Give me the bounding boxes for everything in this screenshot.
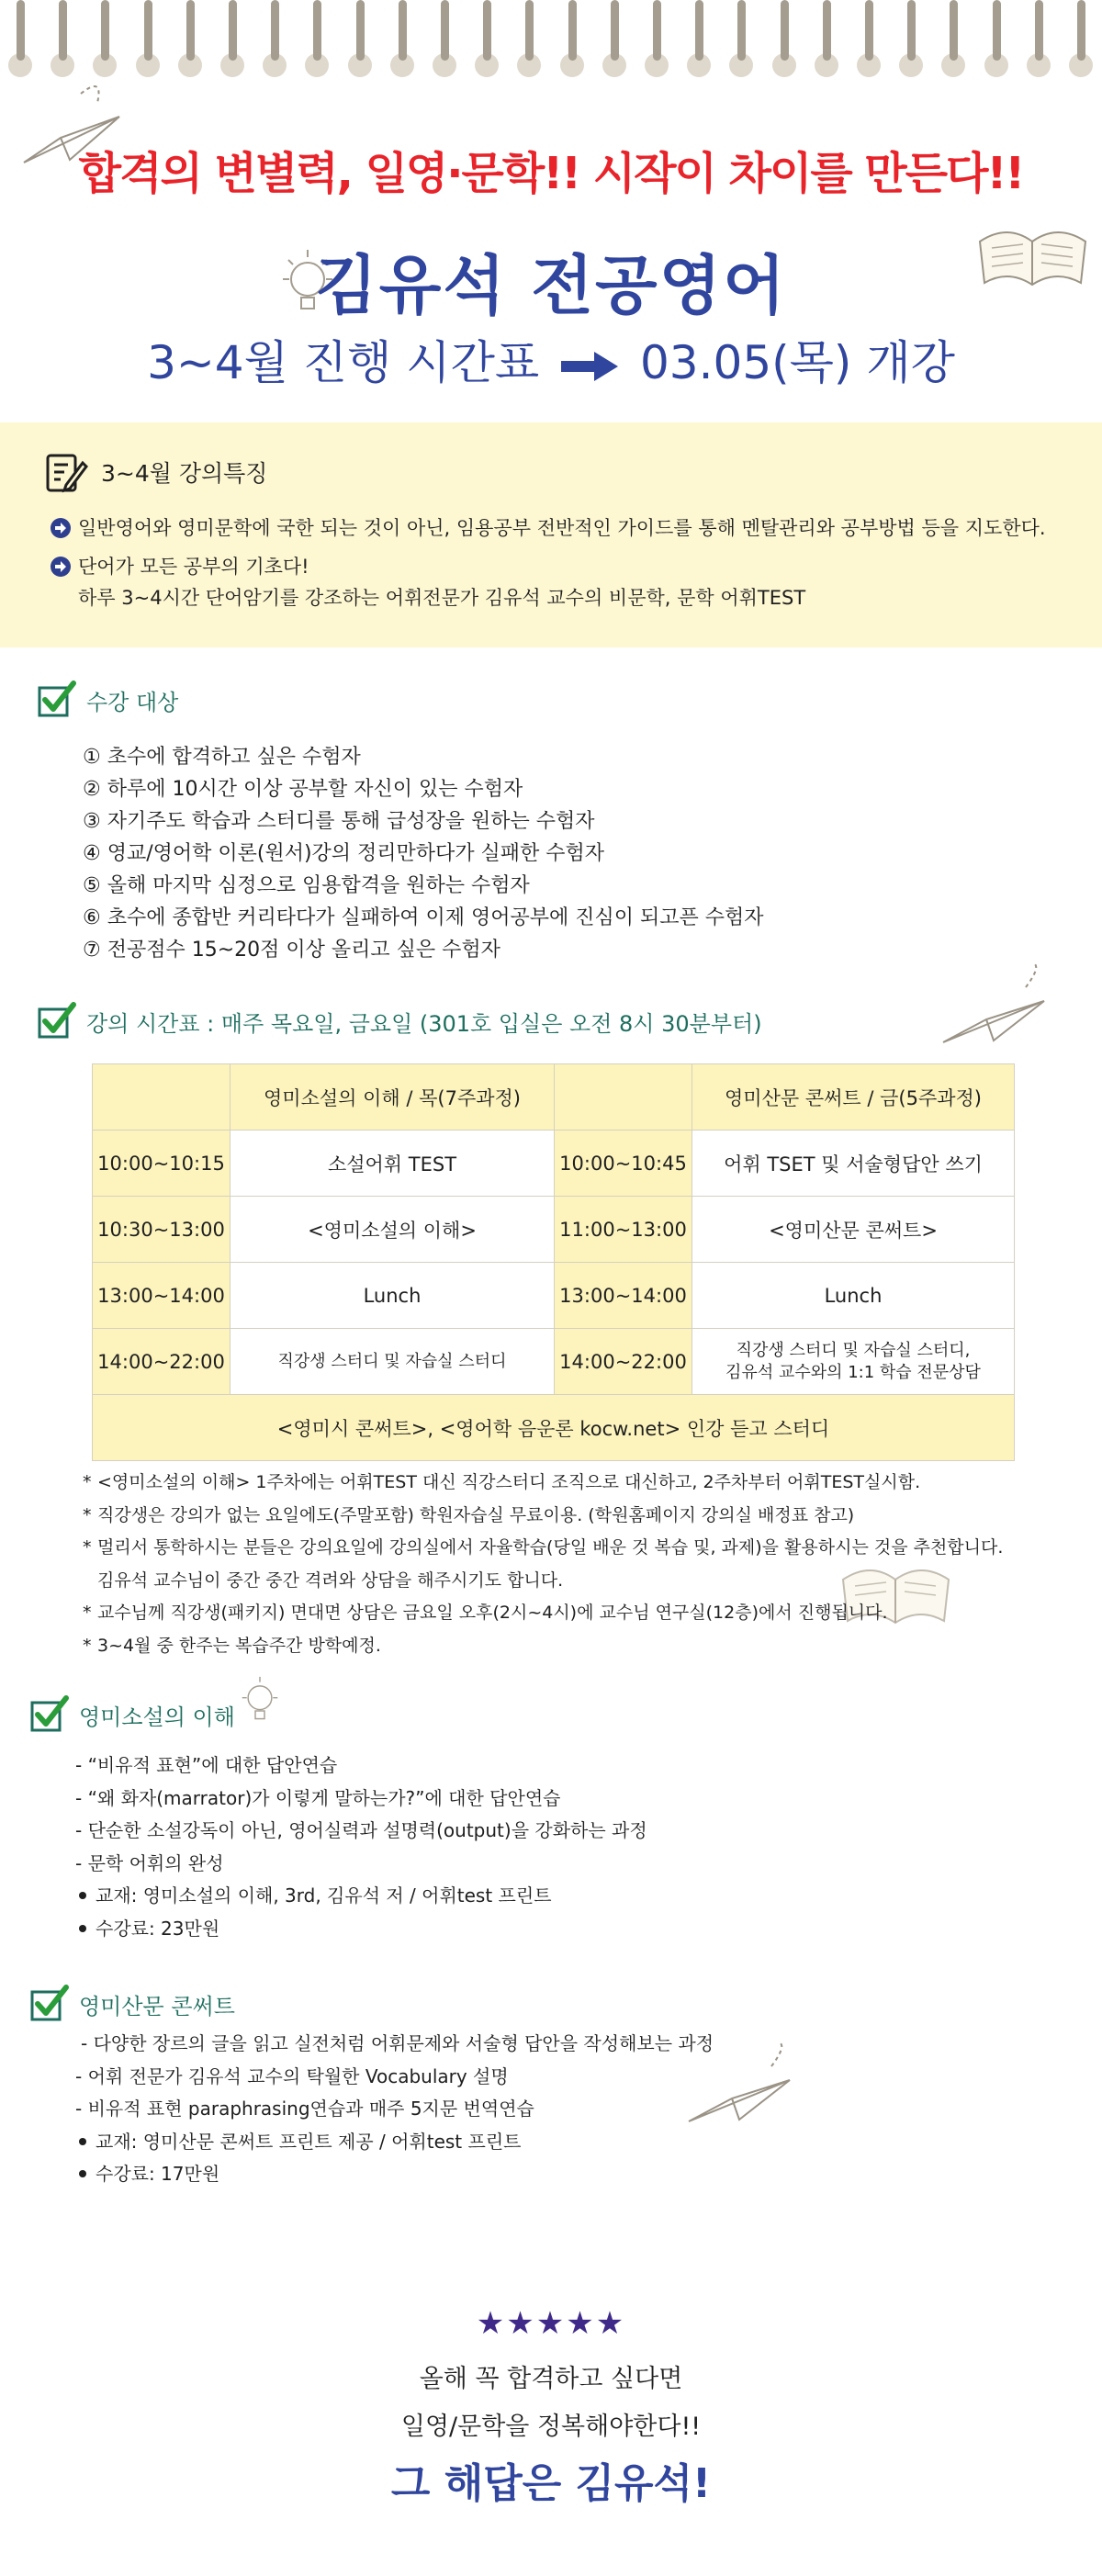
list-item: - 문학 어휘의 완성: [75, 1851, 224, 1874]
bullet-icon: [79, 1925, 86, 1932]
list-item: ③ 자기주도 학습과 스터디를 통해 급성장을 원하는 수험자: [83, 810, 595, 833]
subtitle-opening-date: 03.05(목) 개강: [639, 336, 955, 389]
subtitle: [0, 326, 1102, 392]
table-row: [93, 1131, 1015, 1197]
list-item: - 어휘 전문가 김유석 교수의 탁월한 Vocabulary 설명: [75, 2064, 509, 2087]
time-cell: 14:00~22:00: [555, 1329, 692, 1395]
time-cell: 11:00~13:00: [555, 1197, 692, 1263]
table-footer-cell: <영미시 콘써트>, <영어학 음운론 kocw.net> 인강 듣고 스터디: [93, 1395, 1015, 1461]
checkbox-checked-icon: [37, 680, 77, 720]
feature-item-1: 일반영어와 영미문학에 국한 되는 것이 아닌, 임용공부 전반적인 가이드를 통해 멘탈관리와 공부방법 등을 지도한다.: [51, 514, 1046, 542]
list-item: ① 초수에 합격하고 싶은 수험자: [83, 746, 361, 769]
note-item: * 3~4월 중 한주는 복습주간 방학예정.: [83, 1635, 381, 1656]
feature-heading: [44, 450, 267, 494]
section-heading-novel: 영미소설의 이해: [29, 1694, 235, 1735]
subtitle-schedule: 3~4월 진행 시간표: [147, 336, 540, 389]
bullet-icon: [79, 2138, 86, 2145]
list-item: - “비유적 표현”에 대한 답안연습: [75, 1754, 338, 1776]
lightbulb-icon: [237, 1673, 283, 1730]
paper-plane-icon: [939, 960, 1049, 1052]
feature-heading-text: 3~4월 강의특징: [101, 460, 268, 487]
activity-cell: 직강생 스터디 및 자습실 스터디: [231, 1329, 555, 1395]
time-cell: 10:30~13:00: [93, 1197, 231, 1263]
table-row: [93, 1263, 1015, 1329]
activity-cell: 소설어휘 TEST: [231, 1131, 555, 1197]
time-cell: 13:00~14:00: [93, 1263, 231, 1329]
table-row: [93, 1329, 1015, 1395]
feature-item-2-detail: 하루 3~4시간 단어암기를 강조하는 어휘전문가 김유석 교수의 비문학, 문학 어휘TEST: [78, 587, 806, 609]
list-item: ④ 영교/영어학 이론(원서)강의 정리만하다가 실패한 수험자: [83, 842, 605, 865]
note-item: * 멀리서 통학하시는 분들은 강의요일에 강의실에서 자율학습(당일 배운 것 복습 및, 과제)을 활용하시는 것을 추천합니다.: [83, 1537, 1004, 1558]
table-header-cell: [555, 1064, 692, 1131]
section-heading-schedule: 강의 시간표 : 매주 목요일, 금요일 (301호 입실은 오전 8시 30분부터): [37, 1001, 762, 1041]
list-item: - 단순한 소설강독이 아닌, 영어실력과 설명력(output)을 강화하는 과정: [75, 1819, 647, 1841]
list-item: 교재: 영미산문 콘써트 프린트 제공 / 어휘test 프린트: [75, 2126, 714, 2159]
list-item: ② 하루에 10시간 이상 공부할 자신이 있는 수험자: [83, 778, 523, 801]
note-item: * 교수님께 직강생(패키지) 면대면 상담은 금요일 오후(2시~4시)에 교수님 연구실(12층)에서 진행됩니다.: [83, 1603, 888, 1623]
activity-cell: <영미산문 콘써트>: [692, 1197, 1015, 1263]
time-cell: 14:00~22:00: [93, 1329, 231, 1395]
checkbox-checked-icon: [29, 1694, 70, 1735]
prose-details: [75, 2028, 714, 2191]
list-item: - 다양한 장르의 글을 읽고 실전처럼 어휘문제와 서술형 답안을 작성해보는 과정: [81, 2032, 714, 2054]
closing-tagline: 그 해답은 김유석!: [390, 2460, 712, 2507]
table-header-row: [93, 1064, 1015, 1131]
bullet-icon: [79, 2170, 86, 2177]
arrow-right-icon: [557, 348, 622, 385]
novel-details: [75, 1749, 647, 1945]
section-heading-prose: 영미산문 콘써트: [29, 1984, 235, 2024]
arrow-circle-icon: [51, 557, 71, 577]
activity-cell: Lunch: [692, 1263, 1015, 1329]
rating-stars: ★★★★★: [476, 2305, 626, 2342]
feature-item-2: 단어가 모든 공부의 기초다!: [51, 553, 309, 580]
list-item: 수강료: 17만원: [75, 2158, 714, 2191]
activity-cell: <영미소설의 이해>: [231, 1197, 555, 1263]
list-item: - “왜 화자(marrator)가 이렇게 말하는가?”에 대한 답안연습: [75, 1786, 561, 1809]
time-cell: 10:00~10:15: [93, 1131, 231, 1197]
activity-cell: Lunch: [231, 1263, 555, 1329]
checkbox-checked-icon: [29, 1984, 70, 2024]
arrow-circle-icon: [51, 518, 71, 538]
list-item: ⑤ 올해 마지막 심정으로 임용합격을 원하는 수험자: [83, 874, 530, 897]
note-item: 김유석 교수님이 중간 중간 격려와 상담을 해주시기도 합니다.: [97, 1569, 564, 1591]
activity-cell: 어휘 TSET 및 서술형답안 쓰기: [692, 1131, 1015, 1197]
list-item: ⑦ 전공점수 15~20점 이상 올리고 싶은 수험자: [83, 939, 500, 962]
bullet-icon: [79, 1892, 86, 1899]
schedule-notes: [83, 1467, 1056, 1662]
headline: 합격의 변별력, 일영·문학!! 시작이 차이를 만든다!!: [78, 148, 1024, 199]
activity-cell: 직강생 스터디 및 자습실 스터디, 김유석 교수와의 1:1 학습 전문상담: [692, 1329, 1015, 1395]
list-item: 수강료: 23만원: [75, 1913, 647, 1946]
list-item: - 비유적 표현 paraphrasing연습과 매주 5지문 번역연습: [75, 2098, 534, 2120]
note-item: * 직강생은 강의가 없는 요일에도(주말포함) 학원자습실 무료이용. (학원홈페이지 강의실 배정표 참고): [83, 1504, 855, 1525]
time-cell: 10:00~10:45: [555, 1131, 692, 1197]
notepad-pen-icon: [44, 450, 88, 494]
list-item: ⑥ 초수에 종합반 커리타다가 실패하여 이제 영어공부에 진심이 되고픈 수험자: [83, 906, 764, 929]
feature-box: [0, 422, 1102, 647]
schedule-table: [92, 1063, 1015, 1461]
list-item: 교재: 영미소설의 이해, 3rd, 김유석 저 / 어휘test 프린트: [75, 1880, 647, 1913]
closing-line-1: 올해 꼭 합격하고 싶다면: [419, 2365, 683, 2393]
spiral-binding: [0, 0, 1102, 101]
time-cell: 13:00~14:00: [555, 1263, 692, 1329]
section-heading-target: 수강 대상: [37, 680, 178, 720]
note-item: * <영미소설의 이해> 1주차에는 어휘TEST 대신 직강스터디 조직으로 대신하고, 2주차부터 어휘TEST실시함.: [83, 1472, 921, 1492]
closing-line-2: 일영/문학을 정복해야한다!!: [400, 2413, 702, 2441]
table-footer-row: [93, 1395, 1015, 1461]
table-header-cell: 영미산문 콘써트 / 금(5주과정): [692, 1064, 1015, 1131]
table-header-cell: [93, 1064, 231, 1131]
table-row: [93, 1197, 1015, 1263]
table-header-cell: 영미소설의 이해 / 목(7주과정): [231, 1064, 555, 1131]
target-list: [83, 741, 763, 966]
checkbox-checked-icon: [37, 1001, 77, 1041]
page-title: 김유석 전공영어: [315, 248, 787, 323]
